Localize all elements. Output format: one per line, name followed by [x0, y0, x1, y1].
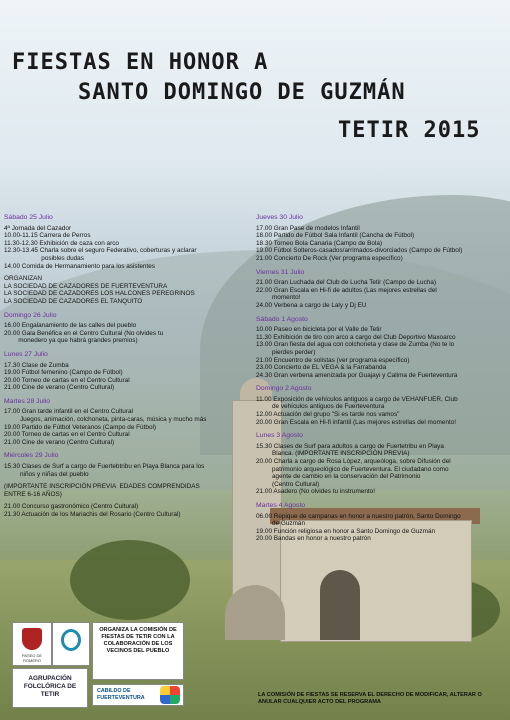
program-left-column	[4, 208, 252, 519]
event-line: 20.00 Gran Escala en Hi-fi infantil (Las mejores estrellas del momento!	[256, 418, 456, 426]
day-heading: Sábado 1 Agosto	[256, 315, 308, 323]
event-line: 12.00 Actuación del grupo "Si es tarde nos vamos"	[256, 411, 400, 419]
event-line: Blanca. (IMPORTANTE INSCRIPCIÓN PREVIA)	[256, 450, 410, 458]
event-line: 21.30 Actuación de los Mariachis del Rosario (Centro Cultural)	[4, 511, 181, 518]
agrupacion-folclorica-logo: AGRUPACIÓN FOLCLÓRICA DE TETIR	[12, 668, 88, 708]
event-line: LA SOCIEDAD DE CAZADORES LOS HALCONES PEREGRINOS	[4, 290, 195, 298]
event-line: pierdes perder)	[256, 348, 316, 356]
event-line: 22.00 Gran Escala en Hi-fi de adultos (Las mejores estrellas del	[256, 286, 437, 294]
event-line: niños y niñas del pueblo	[4, 470, 89, 478]
event-line: 20.00 Charla a cargo de Rosa López, arqueóloga, sobre Difusión del	[256, 458, 451, 466]
event-line: 13.00 Gran fiesta del agua con colchoneta y clase de Zumba (No te lo	[256, 341, 455, 349]
logo1-caption: PASEO DE ROMERO	[21, 653, 43, 663]
day-heading: Sábado 25 Julio	[4, 214, 53, 221]
event-line: 19.00 Fútbol femenino (Campo de Fútbol)	[4, 369, 123, 377]
event-line: LA SOCIEDAD DE CAZADORES DE FUERTEVENTURA	[4, 282, 168, 290]
event-line: 24.30 Gran verbena amenizada por Guajayi y Calima de Fuerteventura	[256, 371, 458, 379]
event-line: ORGANIZAN	[4, 275, 42, 283]
tree-left	[70, 540, 190, 620]
cabildo-logo: CABILDO DE FUERTEVENTURA	[92, 684, 184, 706]
event-line: posibles dudas	[4, 254, 84, 262]
event-line: 11.30-12.30 Exhibición de caza con arco	[4, 239, 119, 247]
day-heading: Viernes 31 Julio	[256, 268, 305, 276]
sponsor-logo	[160, 686, 180, 704]
event-line: LA SOCIEDAD DE CAZADORES EL TANQUITO	[4, 297, 143, 305]
program-right-column	[256, 208, 506, 543]
event-line: 06.00 Repique de campanas en honor a nuestro patrón, Santo Domingo	[256, 512, 461, 520]
event-line: 21.00 Gran Luchada del Club de Lucha Tetir (Campo de Lucha)	[256, 279, 437, 287]
event-line: 21.00 Concurso gastronómico (Centro Cultural)	[4, 503, 139, 511]
event-line: 16.00 Engalanamiento de las calles del pueblo	[4, 322, 137, 330]
event-line: 21.00 Encuentro de solistas (ver programa específico)	[256, 356, 410, 364]
event-line: 20.00 Torneo de cartas en el Centro Cultural	[4, 431, 130, 439]
poster-title-line1: FIESTAS EN HONOR A	[12, 50, 269, 75]
event-line: 12.30-13.45 Charla sobre el seguro Federativo, coberturas y aclarar	[4, 247, 197, 255]
event-line: 20.00 Bandas en honor a nuestro patrón	[256, 535, 371, 543]
day-heading: Domingo 2 Agosto	[256, 385, 312, 393]
event-line: 19.00 Fútbol Solteros-casados/arrimados-divorciados (Campo de Fútbol)	[256, 247, 463, 255]
day-heading: Lunes 27 Julio	[4, 350, 48, 358]
event-line: 18.30 Torneo Bola Canaria (Campo de Bola)	[256, 239, 382, 247]
event-line: ENTRE 6-16 AÑOS)	[4, 490, 62, 498]
fuerteventura-logo	[52, 622, 90, 666]
event-line: 15.30 Clases de Surf para adultos a cargo de Fuertetribu en Playa	[256, 442, 444, 450]
municipal-shield-logo	[12, 622, 52, 666]
poster-title-line3: TETIR 2015	[338, 118, 481, 143]
event-line: Juegos, animación, colchoneta, pinta-caras, música y mucho más	[4, 416, 207, 424]
event-line: 24.00 Verbena a cargo de Laly y Dj EU	[256, 301, 367, 309]
event-line: 20.00 Gala Benéfica en el Centro Cultural (No olvides tu	[4, 329, 164, 337]
poster-title-line2: SANTO DOMINGO DE GUZMÁN	[78, 80, 406, 105]
day-heading: Jueves 30 Julio	[256, 214, 303, 221]
event-line: 17.30 Clase de Zumba	[4, 361, 69, 369]
event-line: 23.00 Concierto de EL VEGA & la Farrabanda	[256, 364, 387, 372]
event-line: 19.00 Función religiosa en honor a Santo Domingo de Guzmán	[256, 527, 436, 535]
event-line: 17.00 Gran tarde infantil en el Centro Cultural	[4, 408, 133, 416]
day-heading: Martes 4 Agosto	[256, 502, 306, 509]
organizer-note: ORGANIZA LA COMISIÓN DE FIESTAS DE TETIR CON LA COLABORACIÓN DE LOS VECINOS DEL PUEBLO	[92, 622, 184, 680]
event-line: 15.30 Clases de Surf a cargo de Fuertebtribu en Playa Blanca para los	[4, 463, 205, 471]
event-line: 17.00 Gran Pase de modelos Infantil	[256, 224, 360, 232]
event-line: (IMPORTANTE INSCRIPCIÓN PREVIA EDADES COMPRENDIDAS	[4, 483, 200, 491]
event-line: momento!	[256, 294, 301, 302]
event-line: 18.00 Partido de Fútbol Sala Infantil (Cancha de Fútbol)	[256, 232, 415, 240]
event-line: 21.00 Concierto De Rock (Ver programa específico)	[256, 254, 403, 262]
event-line: 20.00 Torneo de cartas en el Centro Cultural	[4, 376, 130, 384]
event-line: 21.00 Cine de verano (Centro Cultural)	[4, 384, 115, 392]
day-heading: Domingo 26 Julio	[4, 311, 57, 319]
event-line: (Centro Cultural)	[256, 480, 320, 488]
disclaimer-text: LA COMISIÓN DE FIESTAS SE RESERVA EL DERECHO DE MODIFICAR, ALTERAR O ANULAR CUALQUIER ACTO DEL PROGRAMA	[258, 692, 482, 705]
event-line: de vehículos antiguos de Fuerteventura	[256, 403, 385, 411]
event-line: patrimonio arqueológico de Fuerteventura. El ciudadano como	[256, 465, 449, 473]
event-line: agente de cambio en la conservación del Patrimonio	[256, 473, 421, 481]
event-line: de Guzmán	[256, 520, 306, 528]
event-line: 14.00 Comida de Hermanamiento para los asistentes	[4, 262, 155, 270]
event-line: 11.30 Exhibición de tiro con arco a cargo del Club Deportivo Maxoarco	[256, 333, 456, 341]
event-line: 10.00-11.15 Carrera de Perros	[4, 232, 91, 240]
event-line: 4ª Jornada del Cazador	[4, 224, 72, 232]
event-line: monedero ya que habrá grandes premios)	[4, 337, 138, 345]
day-heading: Martes 28 Julio	[4, 397, 51, 405]
event-line: 10.00 Paseo en bicicleta por el Valle de Tetir	[256, 326, 382, 334]
event-line: 19.00 Partido de Fútbol Veteranos (Campo de Fútbol)	[4, 423, 157, 431]
event-line: 11.00 Exposición de vehículos antiguos a cargo de VEHANFUER, Club	[256, 395, 458, 403]
day-heading: Lunes 3 Agosto	[256, 432, 303, 440]
event-line: 21.00 Cine de verano (Centro Cultural)	[4, 438, 115, 446]
day-heading: Miércoles 29 Julio	[4, 452, 59, 460]
event-line: 21.00 Asadero (No olvides tu instrumento!	[256, 488, 376, 496]
